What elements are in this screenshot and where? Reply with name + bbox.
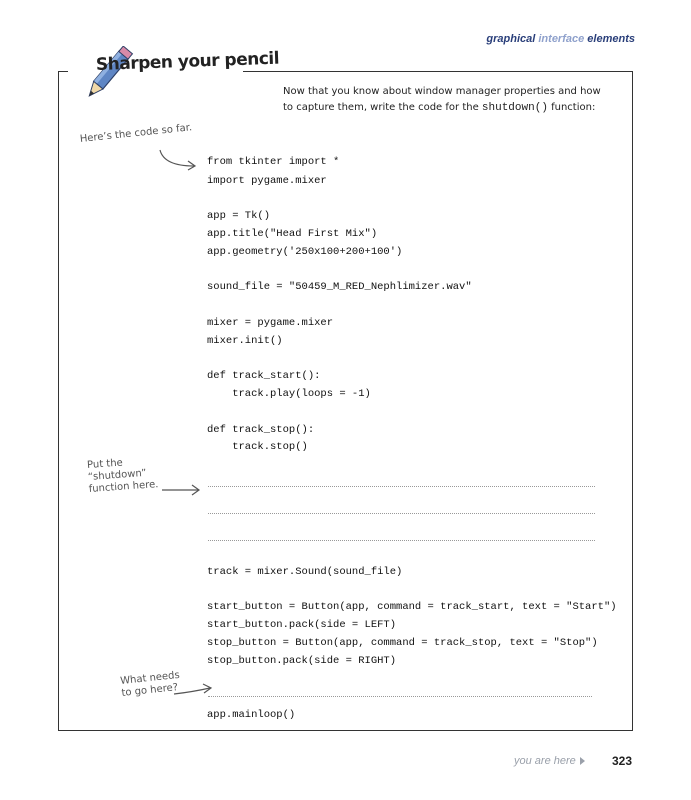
footer-arrow-icon	[580, 757, 585, 765]
code-line-18: app.mainloop()	[207, 709, 296, 721]
answer-line-2[interactable]	[208, 513, 595, 514]
code-line-9: def track_start():	[207, 370, 321, 382]
note-shutdown-line-1: Put the	[86, 457, 124, 472]
note-shutdown-line-2: “shutdown”	[87, 467, 147, 483]
arrow-shutdown-icon	[160, 482, 206, 498]
code-line-11: def track_stop():	[207, 424, 315, 436]
intro-code-word: shutdown()	[481, 102, 548, 114]
code-line-5: app.geometry('250x100+200+100')	[207, 246, 403, 258]
exercise-title: Sharpen your pencil	[95, 48, 280, 75]
code-line-14: start_button = Button(app, command = track_start, text = "Start")	[207, 601, 617, 613]
answer-line-4[interactable]	[208, 696, 592, 697]
header-word-elements: elements	[587, 33, 635, 45]
intro-text-start: Now that you know about window manager properties and how to capture them, write the code for the	[283, 86, 601, 113]
header-word-graphical: graphical	[486, 33, 536, 45]
footer-you-are-here: you are here	[514, 755, 576, 767]
exercise-frame	[58, 71, 633, 731]
page-number: 323	[612, 754, 633, 768]
code-line-7: mixer = pygame.mixer	[207, 317, 334, 329]
code-line-2: import pygame.mixer	[207, 175, 327, 187]
code-line-6: sound_file = "50459_M_RED_Nephlimizer.wav"	[207, 281, 472, 293]
code-line-16: stop_button = Button(app, command = track_stop, text = "Stop")	[207, 637, 598, 649]
header-word-interface: interface	[538, 33, 585, 45]
intro-paragraph	[283, 84, 603, 116]
answer-line-1[interactable]	[208, 486, 595, 487]
code-line-13: track = mixer.Sound(sound_file)	[207, 566, 403, 578]
code-line-4: app.title("Head First Mix")	[207, 228, 378, 240]
code-line-10: track.play(loops = -1)	[207, 388, 371, 400]
code-line-1: from tkinter import *	[207, 156, 340, 168]
code-line-17: stop_button.pack(side = RIGHT)	[207, 655, 397, 667]
code-line-3: app = Tk()	[207, 210, 271, 222]
code-line-8: mixer.init()	[207, 335, 283, 347]
note-shutdown	[87, 455, 159, 496]
note-what-needs-line-2: to go here?	[121, 682, 179, 699]
answer-line-3[interactable]	[208, 540, 595, 541]
code-line-15: start_button.pack(side = LEFT)	[207, 619, 397, 631]
intro-text-end: function:	[547, 102, 596, 113]
note-what-needs-line-1: What needs	[119, 669, 181, 688]
arrow-code-so-far-icon	[158, 148, 204, 172]
code-line-12: track.stop()	[207, 441, 308, 453]
note-shutdown-line-3: function here.	[88, 479, 159, 495]
running-header	[486, 33, 635, 45]
note-code-so-far: Here’s the code so far.	[79, 122, 193, 145]
